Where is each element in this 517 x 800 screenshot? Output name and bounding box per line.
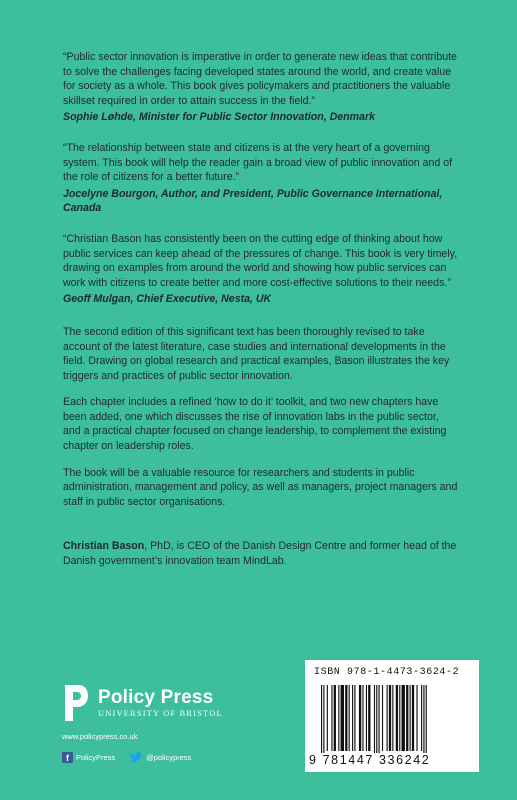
endorsement-quote	[63, 232, 458, 307]
barcode-bar	[421, 685, 422, 751]
barcode-icon	[321, 685, 471, 759]
twitter-handle: @policypress	[146, 753, 192, 762]
endorsement-quote	[63, 141, 458, 216]
author-name: Christian Bason	[63, 540, 145, 553]
description-paragraph: The book will be a valuable resource for researchers and students in public administration, management and policy, as well as managers, project managers and staff in public sector organisations.	[63, 466, 458, 508]
social-links	[62, 752, 262, 763]
barcode-bar	[352, 685, 353, 751]
publisher-website: www.policypress.co.uk	[62, 732, 138, 741]
barcode-bar	[402, 685, 405, 751]
barcode-bar	[334, 685, 336, 751]
barcode-bar	[321, 685, 322, 759]
description-paragraph: Each chapter includes a refined ‘how to do it’ toolkit, and two new chapters have been added, one which discusses the rise of innovation labs in the public sector, and a practical chapter focused on change leadership, to complement the existing chapter on leadership roles.	[63, 396, 447, 453]
quote-text: “Public sector innovation is imperative in order to generate new ideas that contribute to solve the challenges facing developed states around the world, and create value for society as a whole. This book gives policymakers and practitioners the valuable skillset required in order to attain success in the field.”	[63, 51, 457, 107]
twitter-bird-icon	[129, 752, 143, 763]
barcode-bar	[345, 685, 347, 751]
back-cover-text	[63, 50, 458, 569]
ean-digits: 9 781447 336242	[309, 753, 431, 767]
quote-attribution: Geoff Mulgan, Chief Executive, Nesta, UK	[63, 293, 272, 306]
barcode-bar	[376, 685, 377, 759]
barcode-bar	[349, 685, 350, 751]
barcode-bar	[392, 685, 393, 751]
barcode-bar	[341, 685, 344, 751]
barcode-bar	[389, 685, 391, 751]
barcode-bar	[323, 685, 324, 759]
barcode-bar	[368, 685, 370, 751]
barcode-bar	[410, 685, 411, 751]
barcode-bar	[426, 685, 427, 759]
endorsement-quote	[63, 50, 458, 125]
barcode-bar	[406, 685, 408, 751]
barcode-panel	[305, 660, 479, 772]
twitter-link	[129, 752, 191, 763]
publisher-logo	[62, 683, 262, 723]
barcode-bar	[331, 685, 332, 751]
barcode-bar	[359, 685, 361, 751]
author-bio	[63, 539, 458, 568]
publisher-name: Policy Press	[98, 686, 214, 708]
barcode-bar	[366, 685, 367, 751]
barcode-bar	[387, 685, 388, 751]
quote-text: “Christian Bason has consistently been on the cutting edge of thinking about how public services can keep ahead of the pressures of change. This book is very timely, drawing on examples from around the world and showing how public services can work with citizens to create better and more cost-effective solutions to their needs.”	[63, 232, 458, 289]
author-bio-text: , PhD, is CEO of the Danish Design Centre and former head of the Danish government’s innovation team MindLab.	[63, 540, 457, 568]
barcode-bar	[399, 685, 400, 751]
barcode-bar	[354, 685, 355, 751]
policy-press-logo-icon	[62, 683, 90, 723]
facebook-link	[62, 752, 115, 763]
quote-text: “The relationship between state and citizens is at the very heart of a governing system. This book will help the reader gain a broad view of public innovation and of the role of citizens for a better future.”	[63, 141, 453, 184]
barcode-bar	[362, 685, 363, 751]
description-paragraph: The second edition of this significant text has been thoroughly revised to take account of the latest literature, case studies and international developments in the field. Drawing on global research and practical examples, Bason illustrates the key triggers and practices of public sector innovation.	[63, 325, 450, 382]
barcode-bar	[396, 685, 398, 751]
university-name: UNIVERSITY OF BRISTOL	[98, 708, 223, 718]
facebook-icon: f	[62, 752, 73, 763]
barcode-bar	[412, 685, 414, 751]
quote-attribution: Sophie Løhde, Minister for Public Sector Innovation, Denmark	[63, 111, 375, 124]
publisher-block	[62, 683, 262, 763]
barcode-bar	[382, 685, 383, 751]
barcode-bar	[338, 685, 339, 751]
barcode-bar	[379, 685, 380, 759]
barcode-bar	[374, 685, 375, 759]
barcode-bar	[327, 685, 328, 751]
barcode-bar	[423, 685, 424, 759]
quote-attribution: Jocelyne Bourgon, Author, and President, Public Governance International, Canada	[63, 187, 443, 215]
facebook-handle: PolicyPress	[76, 753, 116, 762]
barcode-bar	[416, 685, 417, 751]
isbn-label: ISBN 978-1-4473-3624-2	[314, 667, 460, 678]
